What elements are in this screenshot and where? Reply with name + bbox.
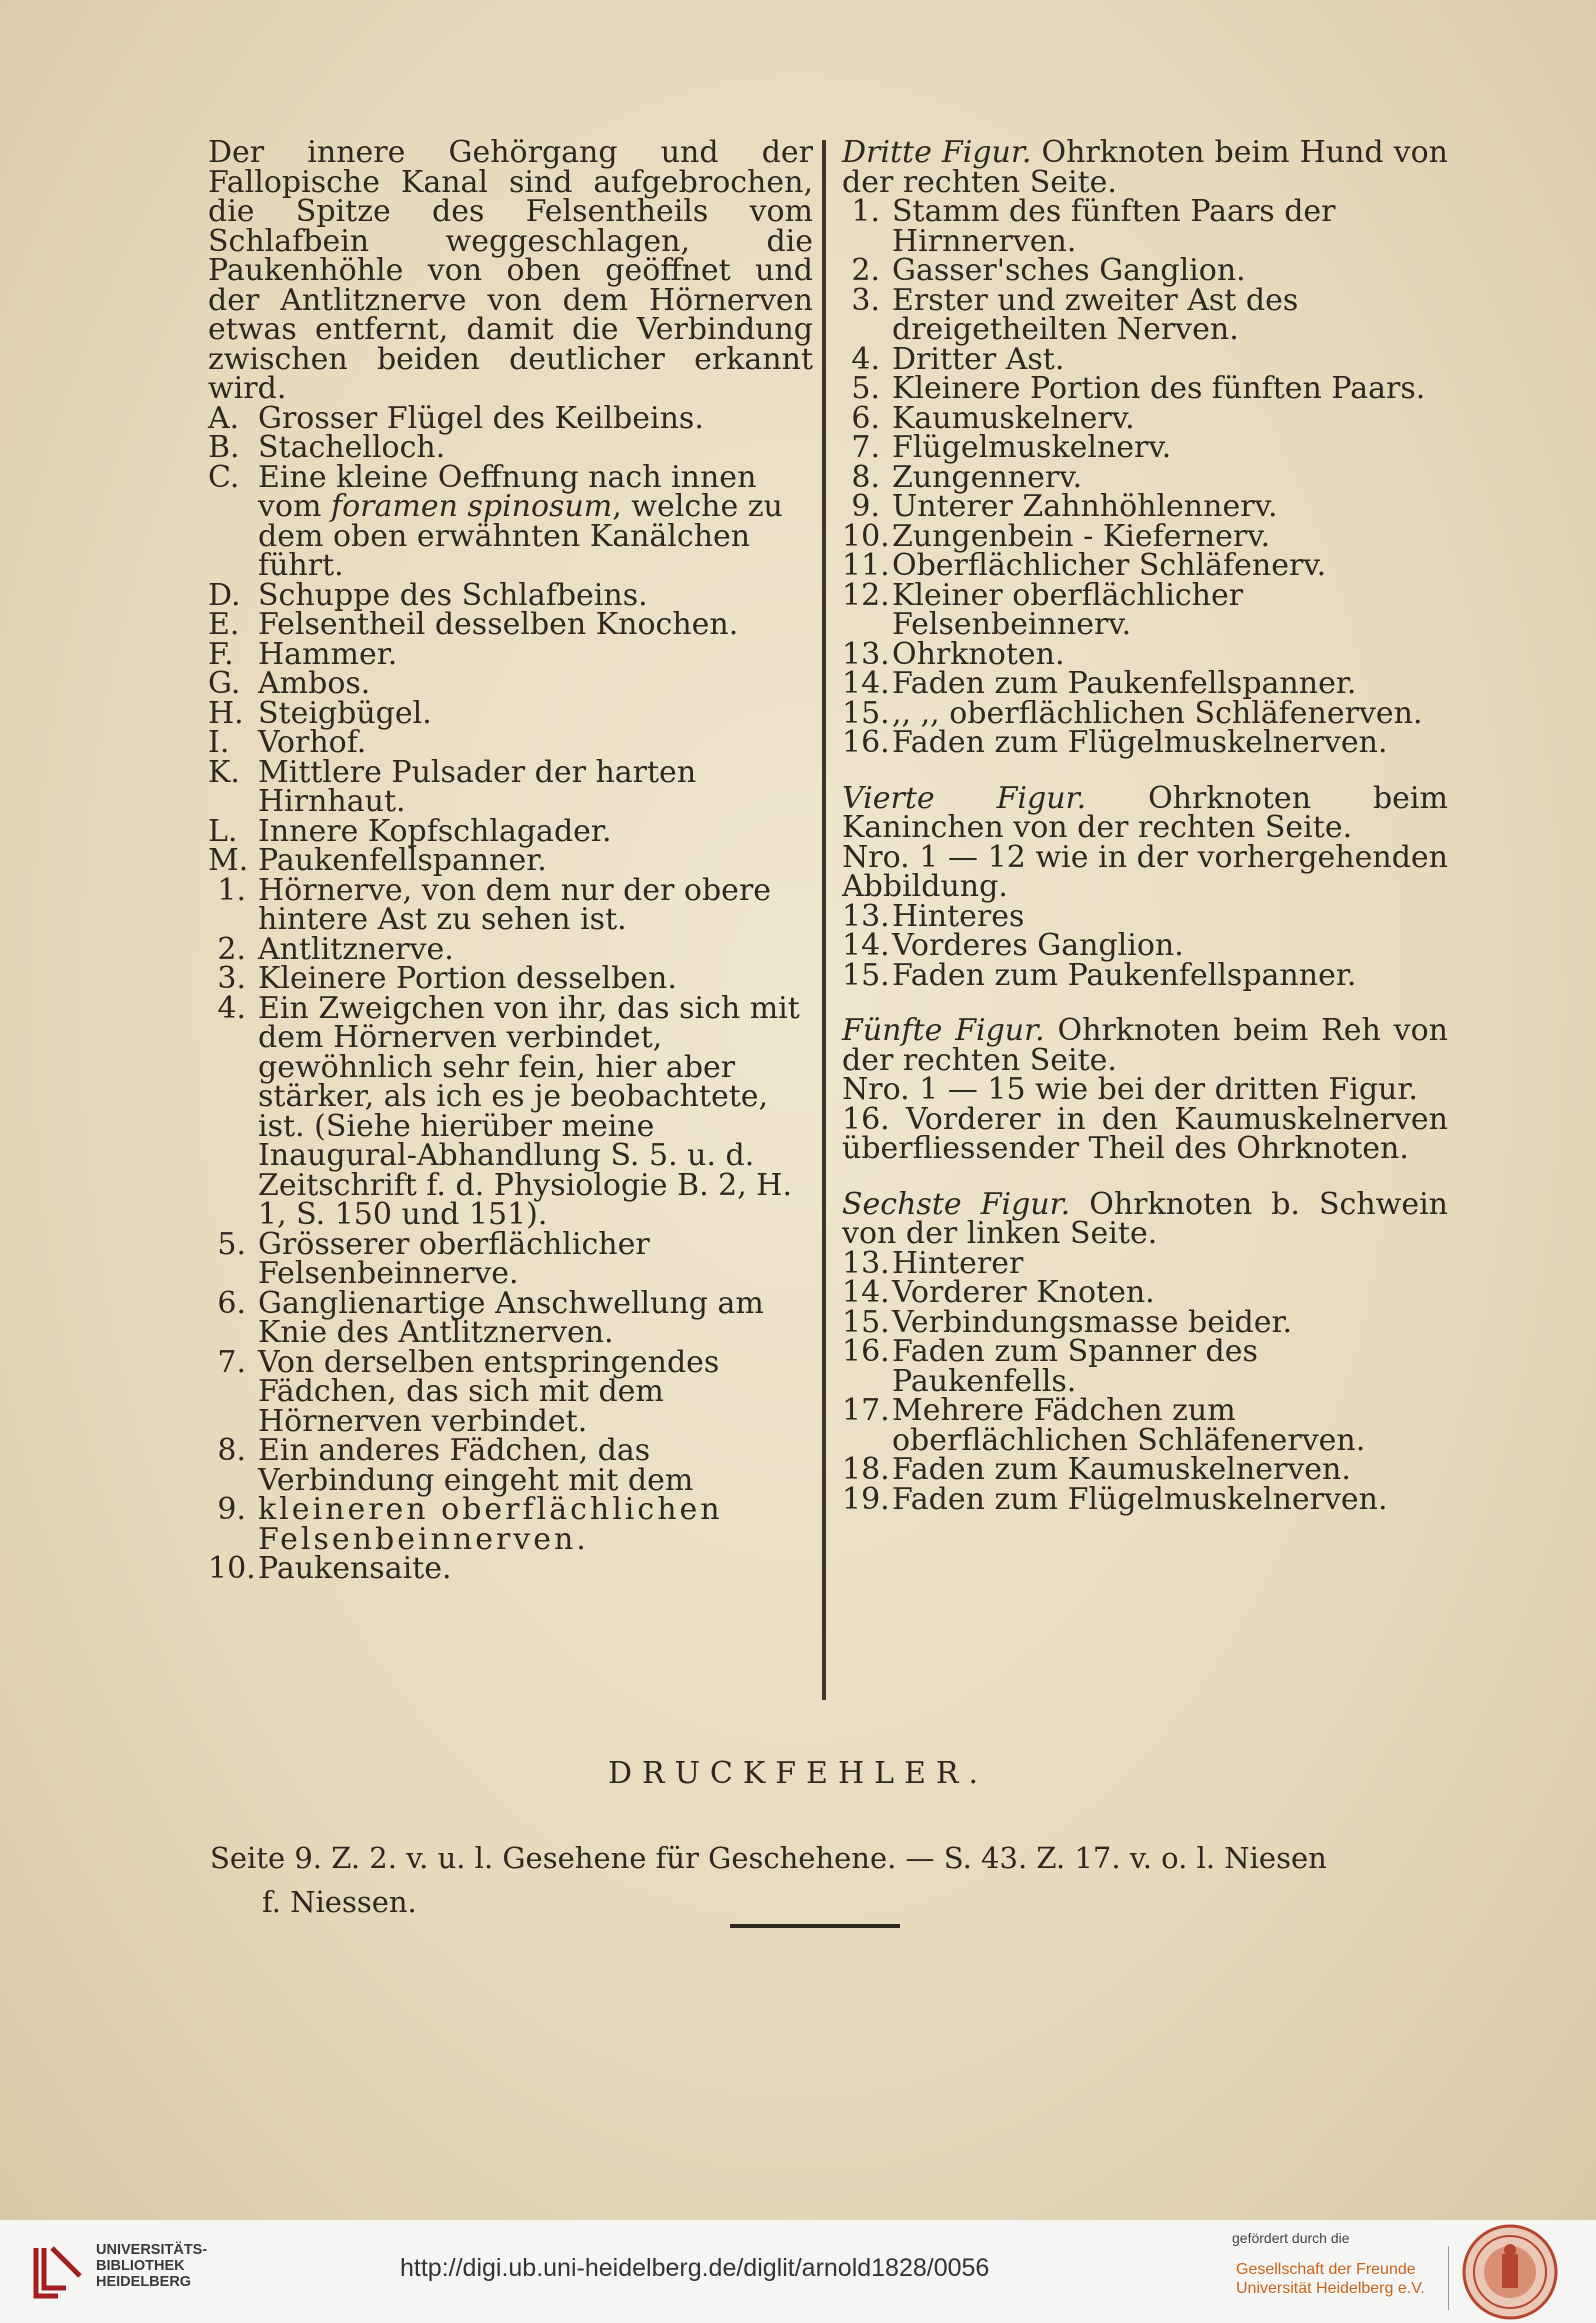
list-item: 18. Faden zum Kaumuskelnerven.: [842, 1452, 1351, 1487]
list-item: 15. ,, ,, oberflächlichen Schläfenerven.: [842, 695, 1423, 731]
list-item: 1. Hörnerve, von dem nur der obere hintere Ast zu sehen ist.: [217, 872, 772, 937]
left-column: [208, 135, 813, 1586]
figure-caption: Sechste Figur. Ohrknoten b. Schwein von der linken Seite.: [842, 1186, 1448, 1251]
list-item: 13. Ohrknoten.: [842, 636, 1065, 672]
list-item: Nro. 1 — 12 wie in der vorhergehenden Abbildung.: [842, 839, 1448, 904]
list-item: K. Mittlere Pulsader der harten Hirnhaut.: [208, 754, 697, 819]
errata-text: Seite 9. Z. 2. v. u. l. Gesehene für Geschehene. — S. 43. Z. 17. v. o. l. Niesen f. Niessen.: [210, 1841, 1327, 1919]
errata-heading: DRUCKFEHLER.: [607, 1756, 989, 1791]
list-item: 13. Hinterer: [842, 1245, 1024, 1281]
list-item: 9. kleineren oberflächlichen Felsenbeinnerven.: [217, 1492, 723, 1557]
list-item: 14. Vorderes Ganglion.: [842, 928, 1184, 963]
university-seal-icon: [1462, 2224, 1558, 2320]
list-item: 10. Zungenbein - Kiefernerv.: [842, 518, 1271, 554]
end-rule: [730, 1924, 900, 1928]
list-item: A. Grosser Flügel des Keilbeins.: [208, 400, 704, 436]
figure-caption: Fünfte Figur. Ohrknoten beim Reh von der rechten Seite.: [842, 1013, 1448, 1078]
figure-caption: Dritte Figur. Ohrknoten beim Hund von der rechten Seite.: [842, 135, 1448, 200]
permalink-url[interactable]: http://digi.ub.uni-heidelberg.de/diglit/arnold1828/0056: [400, 2254, 990, 2282]
list-item: 2. Gasser'sches Ganglion.: [851, 253, 1246, 288]
list-item: 7. Flügelmuskelnerv.: [851, 430, 1172, 465]
column-divider: [822, 140, 826, 1700]
list-item: 8. Ein anderes Fädchen, das Verbindung eingeht mit dem: [217, 1433, 694, 1498]
intro-paragraph: Der innere Gehörgang und der Fallopische Kanal sind aufgebrochen, die Spitze des Felsentheils vom Schlafbein weggeschlagen, die Paukenhöhle von oben geöffnet und der Antlitznerve von dem Hörnerven etwas entfernt, damit die Verbindung zwischen beiden deutlicher erkannt wird.: [208, 135, 813, 406]
ub-logo-icon: [28, 2242, 88, 2302]
list-item: 10. Paukensaite.: [208, 1551, 452, 1586]
list-item: 15. Verbindungsmasse beider.: [842, 1304, 1293, 1340]
list-item: 12. Kleiner oberflächlicher Felsenbeinnerv.: [842, 577, 1244, 642]
list-item: M. Paukenfellspanner.: [208, 843, 547, 878]
list-item: 6. Kaumuskelnerv.: [851, 400, 1135, 436]
list-item: D. Schuppe des Schlafbeins.: [208, 577, 648, 613]
list-item: 7. Von derselben entspringendes Fädchen, das sich mit dem Hörnerven verbindet.: [217, 1344, 720, 1439]
list-item: 15. Faden zum Paukenfellspanner.: [842, 957, 1357, 993]
list-item-c: C. Eine kleine Oeffnung nach innen vom foramen spinosum, welche zu dem oben erwähnten Kanälchen führt.: [208, 459, 783, 583]
list-item: 4. Dritter Ast.: [851, 341, 1065, 377]
right-column: [842, 135, 1448, 1517]
list-item: 9. Unterer Zahnhöhlennerv.: [851, 489, 1278, 524]
list-item: 19. Faden zum Flügelmuskelnerven.: [842, 1481, 1388, 1517]
list-item: 16. Vorderer in den Kaumuskelnerven überfliessender Theil des Ohrknoten.: [842, 1101, 1448, 1166]
society-name: Gesellschaft der Freunde Universität Heidelberg e.V.: [1236, 2261, 1425, 2297]
list-item: 16. Faden zum Flügelmuskelnerven.: [842, 725, 1388, 760]
list-item: 11. Oberflächlicher Schläfenerv.: [842, 548, 1327, 583]
list-item: B. Stachelloch.: [208, 430, 446, 465]
list-item: E. Felsentheil desselben Knochen.: [208, 607, 739, 642]
list-item: F. Hammer.: [208, 636, 398, 672]
list-item: G. Ambos.: [208, 666, 371, 701]
list-item: 2. Antlitznerve.: [217, 931, 454, 967]
list-item: H. Steigbügel.: [208, 695, 432, 731]
list-item: 5. Kleinere Portion des fünften Paars.: [851, 371, 1426, 406]
list-item: 13. Hinteres: [842, 898, 1025, 934]
list-item: 3. Kleinere Portion desselben.: [217, 961, 677, 996]
list-item: I. Vorhof.: [208, 725, 367, 760]
list-item: 1. Stamm des fünften Paars der Hirnnerven.: [851, 194, 1336, 259]
footer-bar: [0, 2220, 1596, 2323]
sponsor-text: gefördert durch die: [1232, 2230, 1350, 2246]
list-item: L. Innere Kopfschlagader.: [208, 813, 612, 849]
list-item: 14. Faden zum Paukenfellspanner.: [842, 666, 1357, 701]
list-item: 16. Faden zum Spanner des Paukenfells.: [842, 1334, 1258, 1399]
list-item: 6. Ganglienartige Anschwellung am Knie des Antlitznerven.: [217, 1285, 764, 1350]
library-name: UNIVERSITÄTS- BIBLIOTHEK HEIDELBERG: [96, 2242, 208, 2290]
list-item: 17. Mehrere Fädchen zum oberflächlichen Schläfenerven.: [842, 1393, 1366, 1458]
list-item: 3. Erster und zweiter Ast des dreigetheilten Nerven.: [851, 282, 1299, 347]
list-item: Nro. 1 — 15 wie bei der dritten Figur.: [842, 1072, 1418, 1107]
footer-separator: [1448, 2246, 1449, 2310]
figure-caption: Vierte Figur. Ohrknoten beim Kaninchen von der rechten Seite.: [842, 780, 1448, 845]
list-item: 4. Ein Zweigchen von ihr, das sich mit dem Hörnerven verbindet, gewöhnlich sehr fein, hier aber stärker, als ich es je beobachtete, ist. (Siehe hierüber meine Inaugural-Abhandlung S. 5. u. d. Zeitschrift f. d. Physiologie B. 2, H. 1, S. 150 und 151).: [217, 990, 800, 1232]
list-item: 14. Vorderer Knoten.: [842, 1275, 1155, 1310]
list-item: 5. Grösserer oberflächlicher Felsenbeinnerve.: [217, 1226, 650, 1291]
list-item: 8. Zungennerv.: [851, 459, 1083, 495]
